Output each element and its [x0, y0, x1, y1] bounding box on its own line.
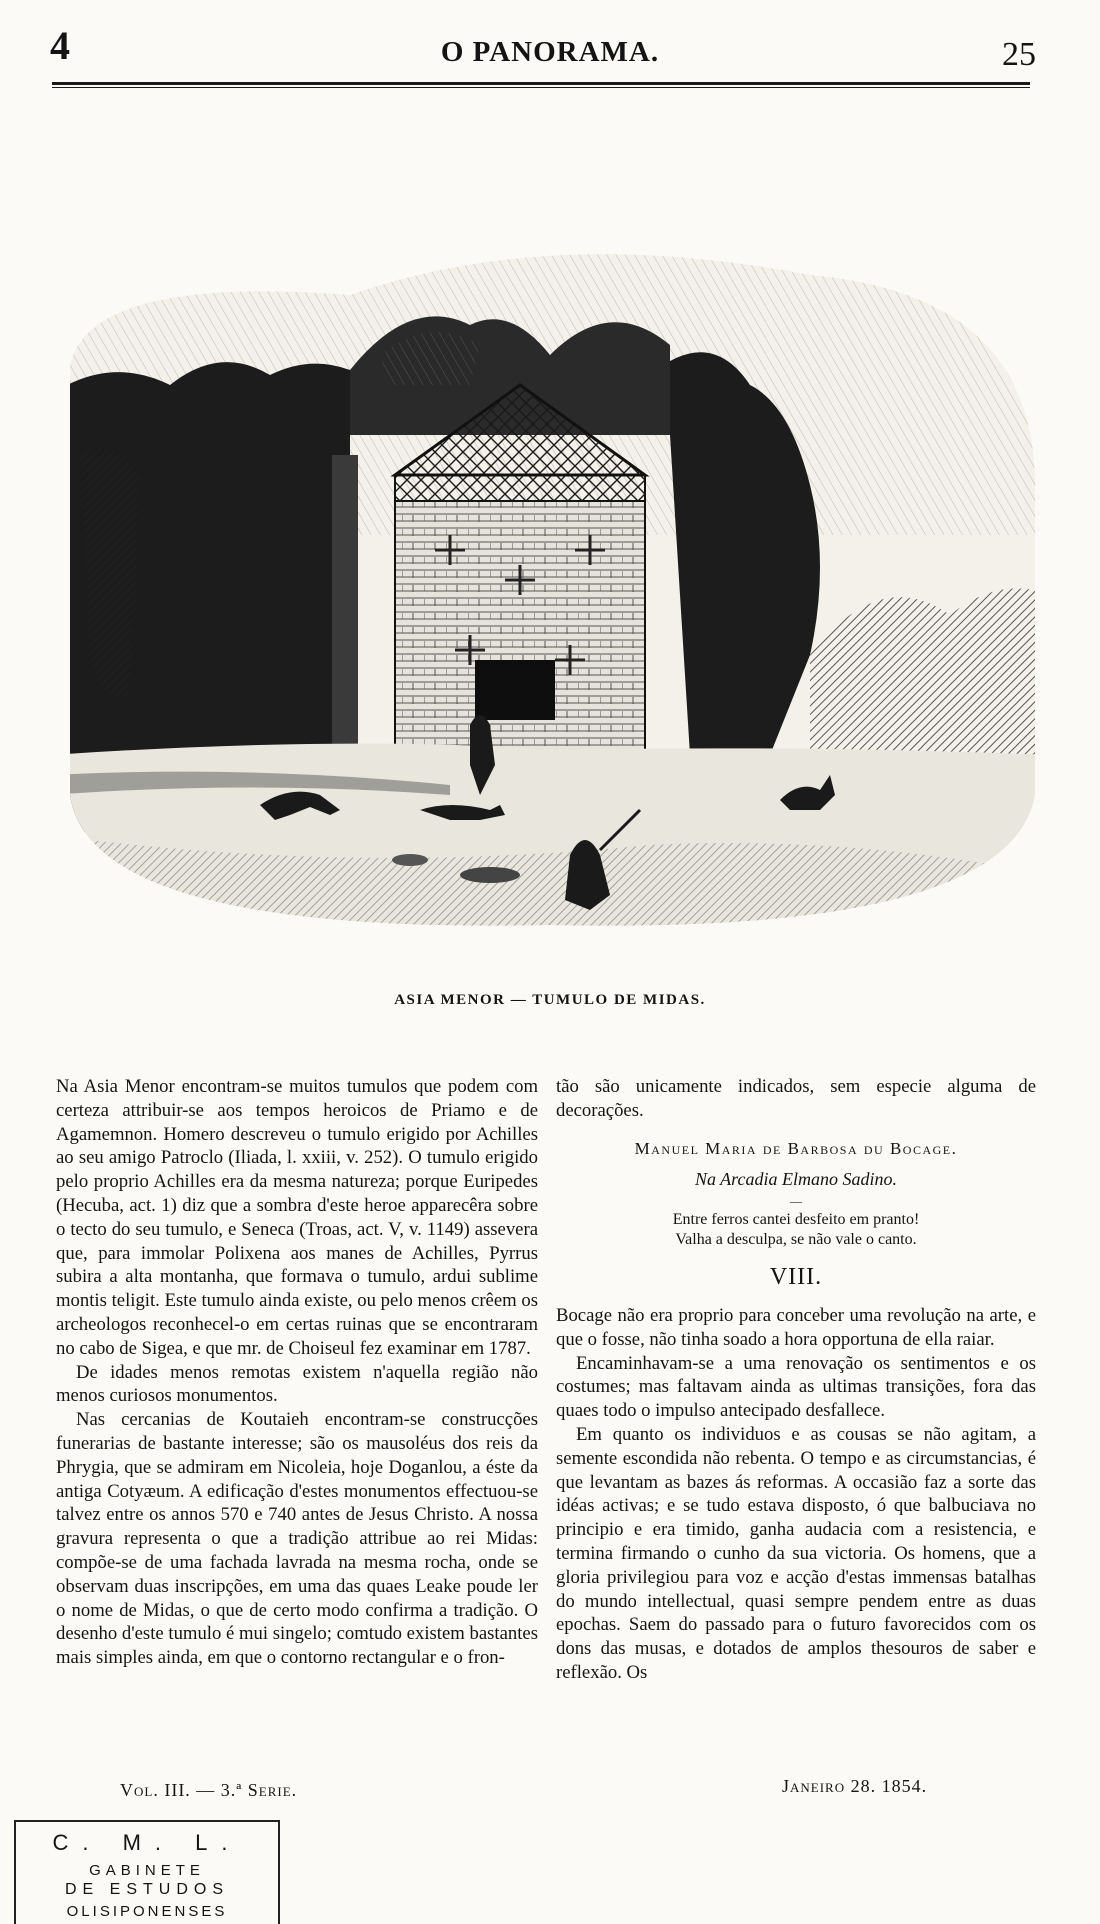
author-heading: Manuel Maria de Barbosa du Bocage. — [634, 1138, 958, 1158]
tomb-engraving — [50, 235, 1050, 935]
stamp-line: DE ESTUDOS — [64, 1881, 229, 1898]
paragraph: De idades menos remotas existem n'aquella região não menos curiosos monumentos. — [56, 1361, 538, 1407]
paragraph: Bocage não era proprio para conceber uma revolução na arte, e que o fosse, não tinha soado a hora opportuna de ella raiar. — [556, 1304, 1036, 1350]
paragraph: Nas cercanias de Koutaieh encontram-se construcções funerarias de bastante interesse; são os mausoléus dos reis da Phrygia, que se admiram em Nicoleia, hoje Doganlou, a éste da antiga Cotyæum. A edificação d'estes monumentos effectuou-se talvez entre os annos 570 e 740 antes de Jesus Christo. A nossa gravura representa o que a tradição attribue ao rei Midas: compõe-se de uma fachada lavrada na mesma rocha, onde se observam duas inscripções, em uma das quaes Leake poude ler o nome de Midas, o que de certo modo confirma a tradição. O desenho d'este tumulo é mui singelo; comtudo existem bastantes mais simples ainda, em que o contorno rectangular e o fron- — [56, 1409, 538, 1669]
section-number: VIII. — [769, 1264, 823, 1291]
page-number: 25 — [1002, 36, 1036, 73]
epigraph-line: Entre ferros cantei desfeito em pranto! — [672, 1211, 920, 1229]
header-rule — [52, 82, 1030, 85]
stamp-line: OLISIPONENSES — [66, 1903, 228, 1920]
paragraph: Encaminhavam-se a uma renovação os sentimentos e os costumes; mas faltavam ainda as ultimas transições, fora das quaes todo o impulso antecipado desfallece. — [556, 1352, 1036, 1422]
issue-date: Janeiro 28. 1854. — [782, 1776, 928, 1796]
left-column — [56, 1075, 538, 1670]
right-column — [556, 1075, 1036, 1685]
paragraph: Em quanto os individuos e as cousas se não agitam, a semente escondida não rebenta. O tempo e as circumstancias, é que levantam as bazes ás reformas. A occasião faz a sorte das idéas activas; e se tudo estava disposto, ó que balbuciava no principio e era timido, ganha audacia com a resistencia, e termina firmando o cunho da sua victoria. Os homens, que a gloria privilegiou para voz e acção d'estas immensas batalhas do mundo intellectual, quasi sempre pendem entre as duas epochas. Saem do passado para o futuro favorecidos com os dons das musas, e dotados de amplos thesouros de saber e reflexão. Os — [556, 1423, 1036, 1683]
volume-series: Vol. III. — 3.ª Serie. — [120, 1780, 298, 1800]
header-rule-thin — [52, 87, 1030, 88]
arcadian-name: Na Arcadia Elmano Sadino. — [695, 1169, 897, 1190]
paragraph: Na Asia Menor encontram-se muitos tumulos que podem com certeza attribuir-se aos tempos heroicos de Priamo e de Agamemnon. Homero descreveu o tumulo erigido por Achilles ao seu amigo Patroclo (Iliada, l. xxiii, v. 252). O tumulo erigido pelo proprio Achilles era da mesma natureza; porque Euripedes (Hecuba, act. 1) diz que a sombra d'este heroe apparecêra sobre o tecto do seu tumulo, e Seneca (Troas, act. V, v. 1149) assevera que, para immolar Polixena aos manes de Achilles, Pyrrus subira a alta montanha, que formava o tumulo, ardui sublime montis teligit. Este tumulo ainda existe, ou pelo menos crêem os archeologos reconhecel-o em certas ruinas que se encontraram no cabo de Sigea, e que mr. de Choiseul fez examinar em 1787. — [56, 1076, 538, 1359]
issue-number: 4 — [50, 23, 70, 68]
separator-dash: — — [790, 1194, 802, 1209]
engraving-caption: ASIA MENOR — TUMULO DE MIDAS. — [394, 992, 706, 1008]
stamp-line: GABINETE — [89, 1862, 205, 1879]
masthead-title: O PANORAMA. — [440, 36, 660, 68]
stamp-line: C. M. L. — [52, 1830, 242, 1855]
epigraph-line: Valha a desculpa, se não vale o canto. — [675, 1231, 917, 1249]
paragraph-continued: tão são unicamente indicados, sem especie alguma de decorações. — [556, 1076, 1036, 1121]
library-stamp — [14, 1820, 280, 1924]
